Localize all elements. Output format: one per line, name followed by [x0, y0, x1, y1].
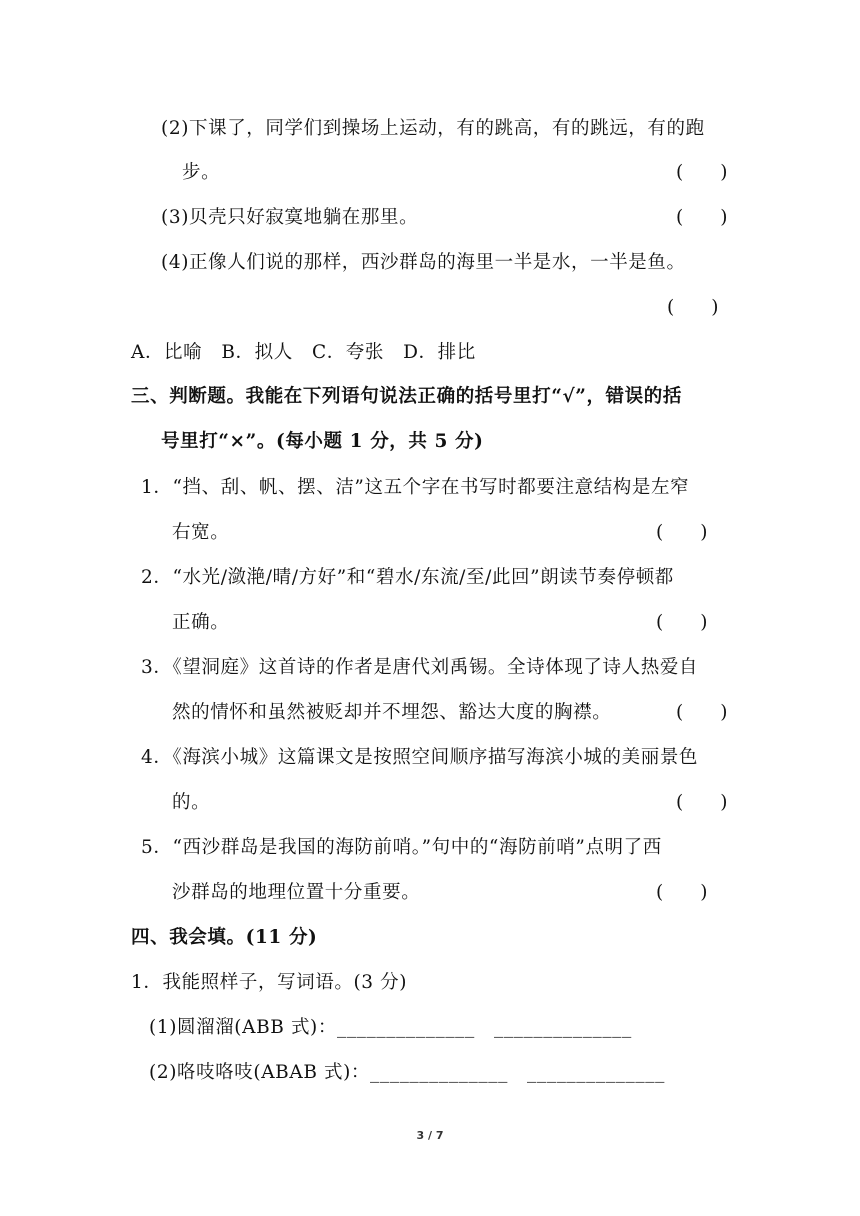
judge-item-1-line2: 右宽。: [172, 522, 230, 543]
judge-item-3-line2: 然的情怀和虽然被贬却并不埋怨、豁达大度的胸襟。: [172, 702, 612, 723]
judge-item-2-line1: 2．“水光/潋滟/晴/方好”和“碧水/东流/至/此回”朗读节奏停顿都: [141, 567, 674, 588]
section-4-question-1-2[interactable]: (2)咯吱咯吱(ABAB 式)：______________ ______________: [149, 1062, 665, 1083]
judge-item-1-line1: 1．“挡、刮、帆、摆、洁”这五个字在书写时都要注意结构是左窄: [141, 477, 690, 498]
answer-blank-2-4[interactable]: ( ): [667, 297, 719, 318]
section-3-heading-line1: 三、判断题。我能在下列语句说法正确的括号里打“√”，错误的括: [131, 386, 682, 407]
question-2-2-line2: 步。: [182, 162, 221, 183]
answer-blank-3-2[interactable]: ( ): [656, 612, 708, 633]
answer-blank-3-1[interactable]: ( ): [656, 522, 708, 543]
section-4-heading: 四、我会填。(11 分): [131, 927, 318, 948]
question-2-4: (4)正像人们说的那样，西沙群岛的海里一半是水，一半是鱼。: [161, 252, 686, 273]
judge-item-5-line2: 沙群岛的地理位置十分重要。: [172, 882, 421, 903]
answer-blank-2-3[interactable]: ( ): [676, 207, 728, 228]
judge-item-4-line2: 的。: [172, 792, 211, 813]
judge-item-5-line1: 5．“西沙群岛是我国的海防前哨。”句中的“海防前哨”点明了西: [141, 837, 662, 858]
section-4-question-1: 1．我能照样子，写词语。(3 分): [131, 972, 408, 993]
options-line: A．比喻 B．拟人 C．夸张 D．排比: [131, 342, 476, 363]
answer-blank-3-4[interactable]: ( ): [676, 792, 728, 813]
question-2-3: (3)贝壳只好寂寞地躺在那里。: [161, 207, 419, 228]
judge-item-4-line1: 4．《海滨小城》这篇课文是按照空间顺序描写海滨小城的美丽景色: [141, 747, 699, 768]
section-3-heading-line2: 号里打“×”。(每小题 1 分，共 5 分): [161, 431, 484, 452]
judge-item-2-line2: 正确。: [172, 612, 230, 633]
judge-item-3-line1: 3．《望洞庭》这首诗的作者是唐代刘禹锡。全诗体现了诗人热爱自: [141, 657, 699, 678]
answer-blank-3-5[interactable]: ( ): [656, 882, 708, 903]
question-2-2-line1: (2)下课了，同学们到操场上运动，有的跳高，有的跳远，有的跑: [161, 118, 705, 139]
answer-blank-2-2[interactable]: ( ): [676, 162, 728, 183]
page-number: 3 / 7: [416, 1129, 444, 1142]
section-4-question-1-1[interactable]: (1)圆溜溜(ABB 式)：______________ ______________: [149, 1017, 632, 1038]
answer-blank-3-3[interactable]: ( ): [676, 702, 728, 723]
